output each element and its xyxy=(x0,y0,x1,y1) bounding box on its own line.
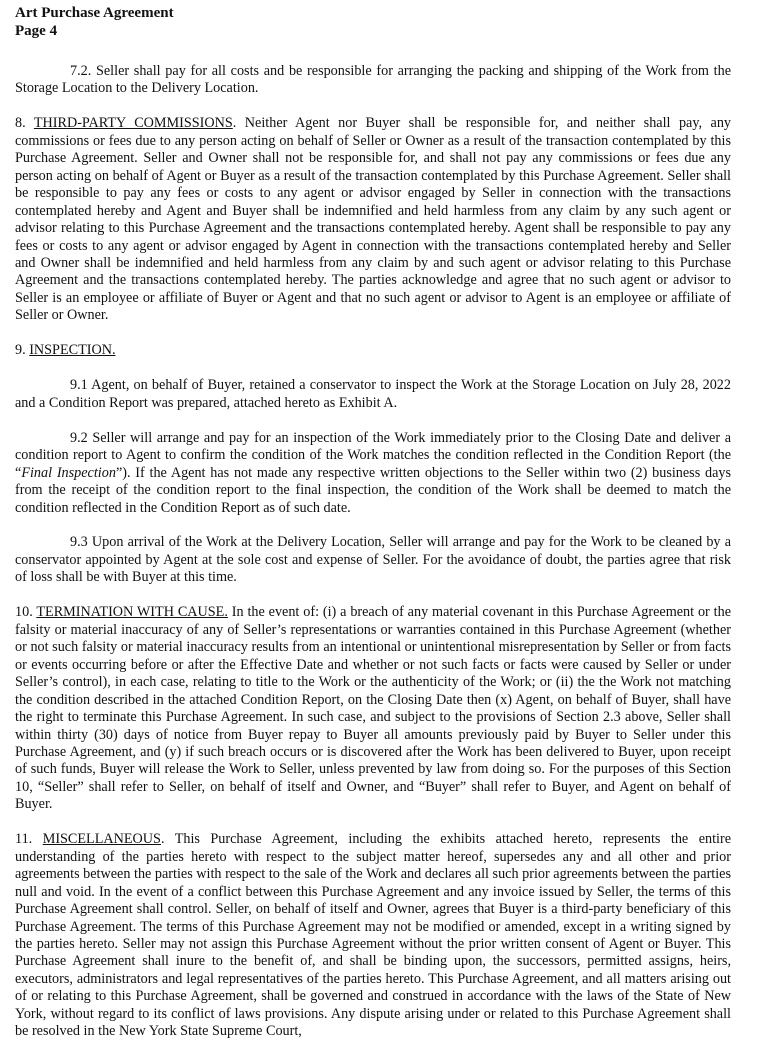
section-8-body: . Neither Agent nor Buyer shall be responsible for, and neither shall pay, any commissions or fees due to any person acting on behalf of Seller or Owner as a result of the transaction contemplated by this Purchase Agreement. Seller and Owner shall not be responsible for, and shall not pay any commissions or fees due any person acting on behalf of Agent or Buyer as a result of the transaction contemplated by this Purchase Agreement. Seller shall be responsible to pay any fees or costs to any agent or advisor engaged by Seller in connection with the transactions contemplated hereby and Agent and Buyer shall be indemnified and held harmless from any claim by any such agent or advisor relating to this Purchase Agreement and the transactions contemplated hereby. Agent shall be responsible to pay any fees or costs to any agent or advisor engaged by Agent in connection with the transactions contemplated hereby and Seller and Owner shall be indemnified and held harmless from any claim by and such agent or advisor relating to this Purchase Agreement and the transactions contemplated hereby. The parties acknowledge and agree that no such agent or advisor to Seller is an employee or affiliate of Buyer or Agent and that no such agent or advisor to Agent is an employee or affiliate of Seller or Owner. xyxy=(15,115,732,324)
section-11-heading: MISCELLANEOUS xyxy=(42,831,161,848)
spacer xyxy=(15,98,731,116)
spacer xyxy=(15,587,731,605)
document-title: Art Purchase Agreement xyxy=(15,5,174,21)
section-9-2-defined-term: Final Inspection xyxy=(21,464,116,481)
section-10-number: 10. xyxy=(15,604,37,621)
spacer xyxy=(15,517,731,535)
section-9 xyxy=(15,342,731,359)
spacer xyxy=(15,325,731,343)
document-page xyxy=(15,4,731,1041)
section-8 xyxy=(15,115,731,324)
section-8-heading: THIRD-PARTY COMMISSIONS xyxy=(33,115,233,132)
section-9-2-after: ”). If the Agent has not made any respective written objections to the Seller within two (2) business days from the receipt of the condition report to the final inspection, the condition of the Work shall be deemed to match the condition reflected in the Condition Report as of such date. xyxy=(15,464,731,516)
spacer xyxy=(15,412,731,430)
section-10-heading: TERMINATION WITH CAUSE. xyxy=(36,604,228,621)
section-10-body: In the event of: (i) a breach of any material covenant in this Purchase Agreement or the falsity or material inaccuracy of any of Seller’s representations or warranties contained in this Purchase Agreement (whether or not such falsity or material inaccuracy results from an intentional or unintentional misrepresentation by Seller or from facts or events occurring before or after the Effective Date and whether or not such facts or facts were caused by Seller or under Seller’s control), in each case, relating to title to the Work or the authenticity of the Work; or (ii) the the Work not matching the condition described in the attached Condition Report, on the Closing Date then (x) Agent, on behalf of Buyer, shall have the right to terminate this Purchase Agreement. In such case, and subject to the provisions of Section 2.3 above, Seller shall within thirty (30) days of notice from Buyer repay to Buyer all amounts previously paid by Buyer to Seller under this Purchase Agreement, and (y) if such breach occurs or is discovered after the Work has been delivered to Buyer, upon receipt of such funds, Buyer will release the Work to Seller, unless prevented by law from doing so. For the purposes of this Section 10, “Seller” shall refer to Seller, on behalf of itself and Owner, and “Buyer” shall refer to Buyer, and Agent on behalf of Buyer. xyxy=(15,604,731,813)
section-7-2: 7.2. Seller shall pay for all costs and be responsible for arranging the packing and shipping of the Work from the Storage Location to the Delivery Location. xyxy=(15,63,731,97)
section-11-body: . This Purchase Agreement, including the exhibits attached hereto, represents the entire understanding of the parties hereto with respect to the subject matter hereof, supersedes any and all other and prior agreements between the parties with respect to the sale of the Work and declares all such prior agreements between the parties null and void. In the event of a conflict between this Purchase Agreement and any invoice issued by Seller, the terms of this Purchase Agreement shall control. Seller, on behalf of itself and Owner, agrees that Buyer is a third-party beneficiary of this Purchase Agreement. The terms of this Purchase Agreement may not be modified or amended, except in a writing signed by the parties hereto. Seller may not assign this Purchase Agreement without the prior written consent of Agent or Buyer. This Purchase Agreement shall inure to the benefit of, and shall be binding upon, the successors, permitted assigns, heirs, executors, administrators and legal representatives of the parties hereto. This Purchase Agreement, and all matters arising out of or relating to this Purchase Agreement, shall be governed and construed in accordance with the laws of the State of New York, without regard to its conflict of laws provisions. Any dispute arising under or related to this Purchase Agreement shall be resolved in the New York State Supreme Court, xyxy=(15,831,731,1040)
section-11-number: 11. xyxy=(15,831,43,848)
section-9-2 xyxy=(15,430,731,517)
spacer xyxy=(15,360,731,378)
spacer xyxy=(15,814,731,832)
section-9-heading: INSPECTION. xyxy=(29,342,116,359)
page-label: Page 4 xyxy=(15,23,58,39)
section-9-3: 9.3 Upon arrival of the Work at the Delivery Location, Seller will arrange and pay for the Work to be cleaned by a conservator appointed by Agent at the sole cost and expense of Seller. For the avoidance of doubt, the parties agree that risk of loss shall be with Buyer at this time. xyxy=(15,534,731,586)
section-11 xyxy=(15,831,731,1040)
section-10 xyxy=(15,604,731,813)
section-9-number: 9. xyxy=(15,342,30,359)
section-9-1: 9.1 Agent, on behalf of Buyer, retained a conservator to inspect the Work at the Storage Location on July 28, 2022 and a Condition Report was prepared, attached hereto as Exhibit A. xyxy=(15,377,731,411)
section-9-2-before: 9.2 Seller will arrange and pay for an inspection of the Work immediately prior to the Closing Date and deliver a condition report to Agent to confirm the condition of the Work matches the condition reflected in the Condition Report (the “ xyxy=(15,429,731,481)
section-8-number: 8. xyxy=(15,115,34,132)
spacer xyxy=(15,40,731,63)
